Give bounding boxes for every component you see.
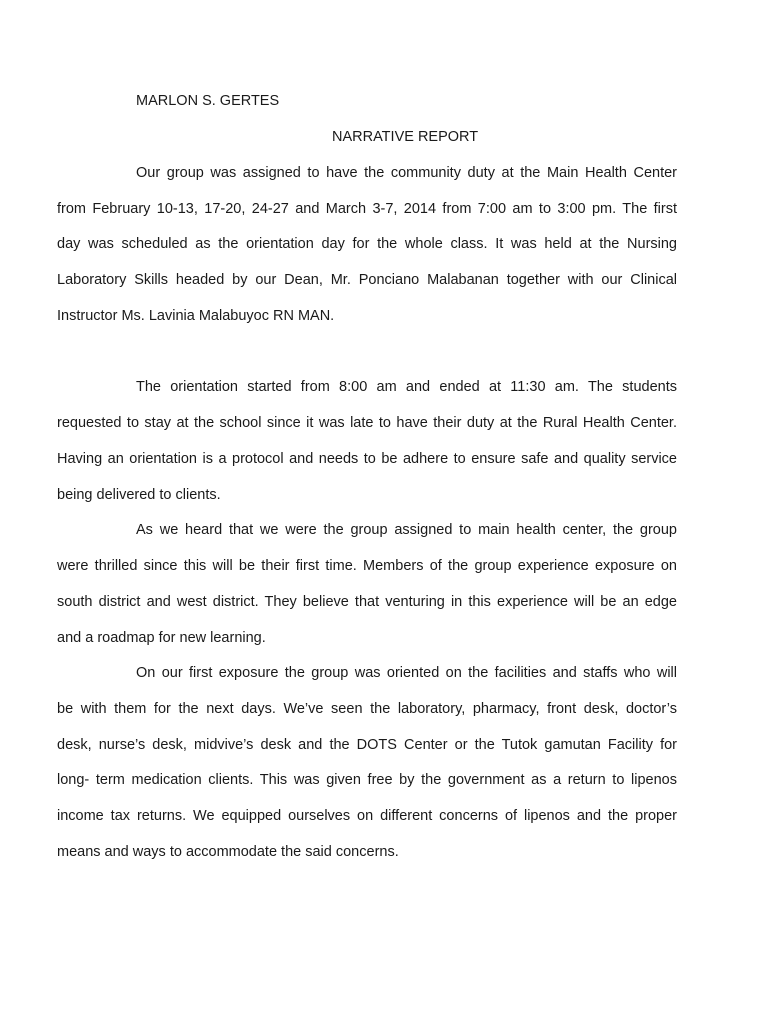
paragraph-3-line-3: south district and west district. They believe that venturing in this experience will be an edge [57, 594, 677, 610]
paragraph-2-line-1: The orientation started from 8:00 am and ended at 11:30 am. The students [136, 379, 677, 395]
author-name: MARLON S. GERTES [136, 93, 280, 109]
paragraph-2-line-2: requested to stay at the school since it was late to have their duty at the Rural Health Center. [57, 415, 677, 431]
paragraph-4-line-6: means and ways to accommodate the said concerns. [57, 844, 399, 860]
paragraph-1-line-4: Laboratory Skills headed by our Dean, Mr. Ponciano Malabanan together with our Clinical [57, 272, 677, 288]
paragraph-4-line-4: long- term medication clients. This was given free by the government as a return to lipenos [57, 772, 677, 788]
paragraph-4-line-1: On our first exposure the group was oriented on the facilities and staffs who will [136, 665, 677, 681]
paragraph-1-line-2: from February 10-13, 17-20, 24-27 and March 3-7, 2014 from 7:00 am to 3:00 pm. The first [57, 201, 677, 217]
paragraph-3-line-1: As we heard that we were the group assigned to main health center, the group [136, 522, 677, 538]
paragraph-4-line-2: be with them for the next days. We’ve seen the laboratory, pharmacy, front desk, doctor’s [57, 701, 677, 717]
paragraph-1-line-1: Our group was assigned to have the community duty at the Main Health Center [136, 165, 677, 181]
paragraph-4-line-5: income tax returns. We equipped ourselves on different concerns of lipenos and the proper [57, 808, 677, 824]
report-title: NARRATIVE REPORT [332, 129, 479, 145]
paragraph-1-line-3: day was scheduled as the orientation day for the whole class. It was held at the Nursing [57, 236, 677, 252]
paragraph-3-line-2: were thrilled since this will be their first time. Members of the group experience exposure on [57, 558, 677, 574]
paragraph-1-line-5: Instructor Ms. Lavinia Malabuyoc RN MAN. [57, 308, 335, 324]
paragraph-2-line-4: being delivered to clients. [57, 487, 221, 503]
paragraph-3-line-4: and a roadmap for new learning. [57, 630, 266, 646]
paragraph-2-line-3: Having an orientation is a protocol and needs to be adhere to ensure safe and quality service [57, 451, 677, 467]
paragraph-4-line-3: desk, nurse’s desk, midvive’s desk and the DOTS Center or the Tutok gamutan Facility for [57, 737, 677, 753]
